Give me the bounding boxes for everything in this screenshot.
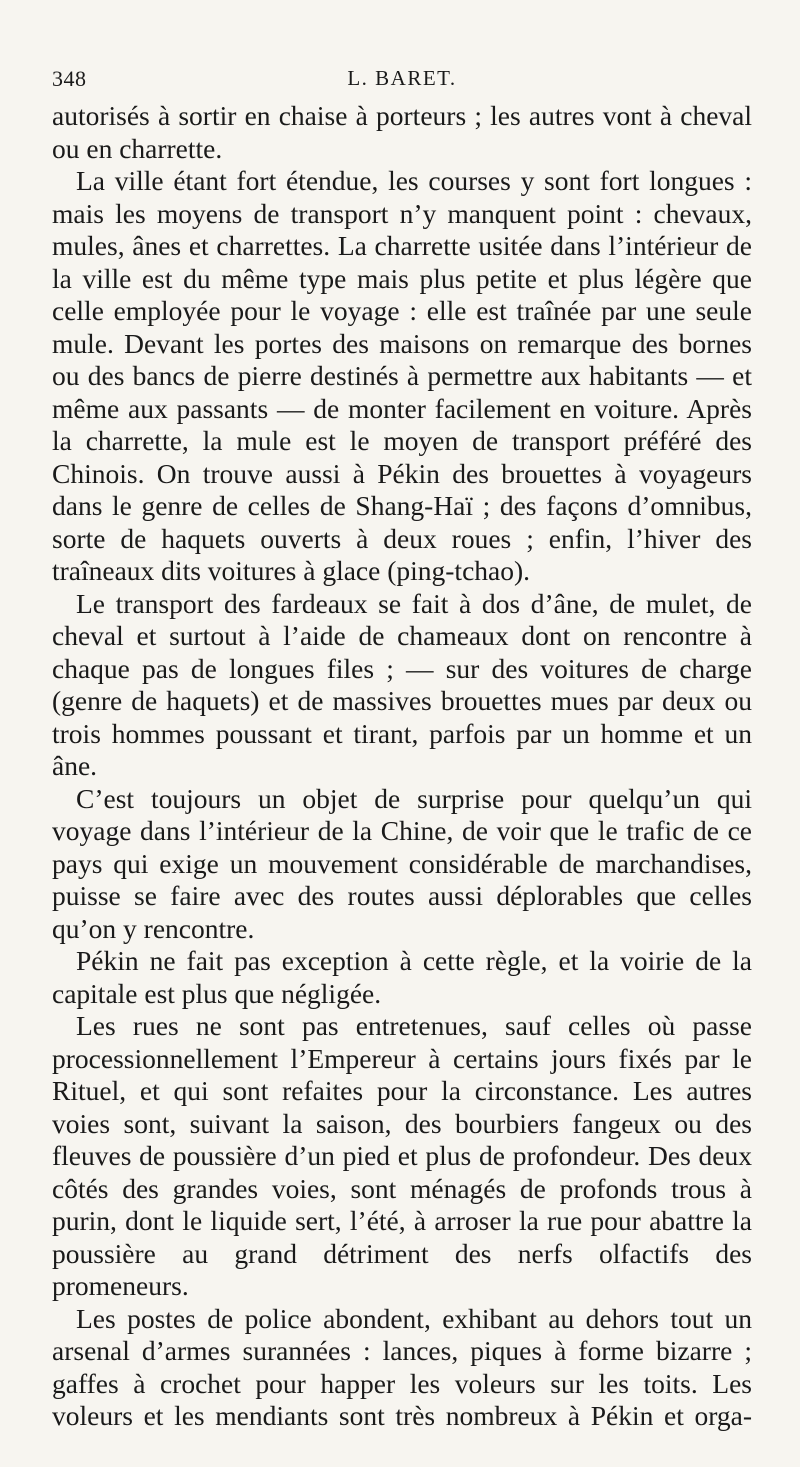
- body-text: [52, 100, 752, 1433]
- paragraph-6: Les rues ne sont pas entretenues, sauf celles où passe processionnellement l’Empereur à certains jours fixés par le Rituel, et qui sont refaites pour la circonstance. Les autres voies sont, suivant la saison, des bourbiers fangeux ou des fleuves de poussière d’un pied et plus de profondeur. Des deux côtés des grandes voies, sont ménagés de profonds trous à purin, dont le liquide sert, l’été, à arroser la rue pour abattre la poussière au grand détriment des nerfs olfactifs des promeneurs.: [52, 1010, 752, 1301]
- paragraph-1: autorisés à sortir en chaise à porteurs ; les autres vont à cheval ou en charrette.: [52, 100, 752, 164]
- paragraph-2: La ville étant fort étendue, les courses y sont fort longues : mais les moyens de transport n’y manquent point : chevaux, mules, ânes et charrettes. La charrette usitée dans l’intérieur de la ville est du même type mais plus petite et plus légère que celle employée pour le voyage : elle est traînée par une seule mule. Devant les portes des maisons on remarque des bornes ou des bancs de pierre destinés à permettre aux habitants — et même aux passants — de monter facilement en voiture. Après la charrette, la mule est le moyen de transport préféré des Chinois. On trouve aussi à Pékin des brouettes à voyageurs dans le genre de celles de Shang-Haï ; des façons d’omnibus, sorte de haquets ouverts à deux roues ; enfin, l’hiver des traîneaux dits voitures à glace (ping-tchao).: [52, 165, 752, 586]
- page-number: 348: [52, 66, 87, 91]
- paragraph-3: Le transport des fardeaux se fait à dos d’âne, de mulet, de cheval et surtout à l’aide de chameaux dont on rencontre à chaque pas de longues files ; — sur des voitures de charge (genre de haquets) et de massives brouettes mues par deux ou trois hommes poussant et tirant, parfois par un homme et un âne.: [52, 587, 752, 781]
- running-title: L. BARET.: [347, 66, 457, 90]
- page-header: [52, 66, 752, 96]
- paragraph-4: C’est toujours un objet de surprise pour quelqu’un qui voyage dans l’intérieur de la Chine, de voir que le trafic de ce pays qui exige un mouvement considérable de marchandises, puisse se faire avec des routes aussi déplorables que celles qu’on y rencontre.: [52, 782, 752, 944]
- paragraph-5: Pékin ne fait pas exception à cette règle, et la voirie de la capitale est plus que négligée.: [52, 945, 752, 1009]
- paragraph-7: Les postes de police abondent, exhibant au dehors tout un arsenal d’armes surannées : lances, piques à forme bizarre ; gaffes à crochet pour happer les voleurs sur les toits. Les voleurs et les mendiants sont très nombreux à Pékin et orga-: [52, 1302, 752, 1431]
